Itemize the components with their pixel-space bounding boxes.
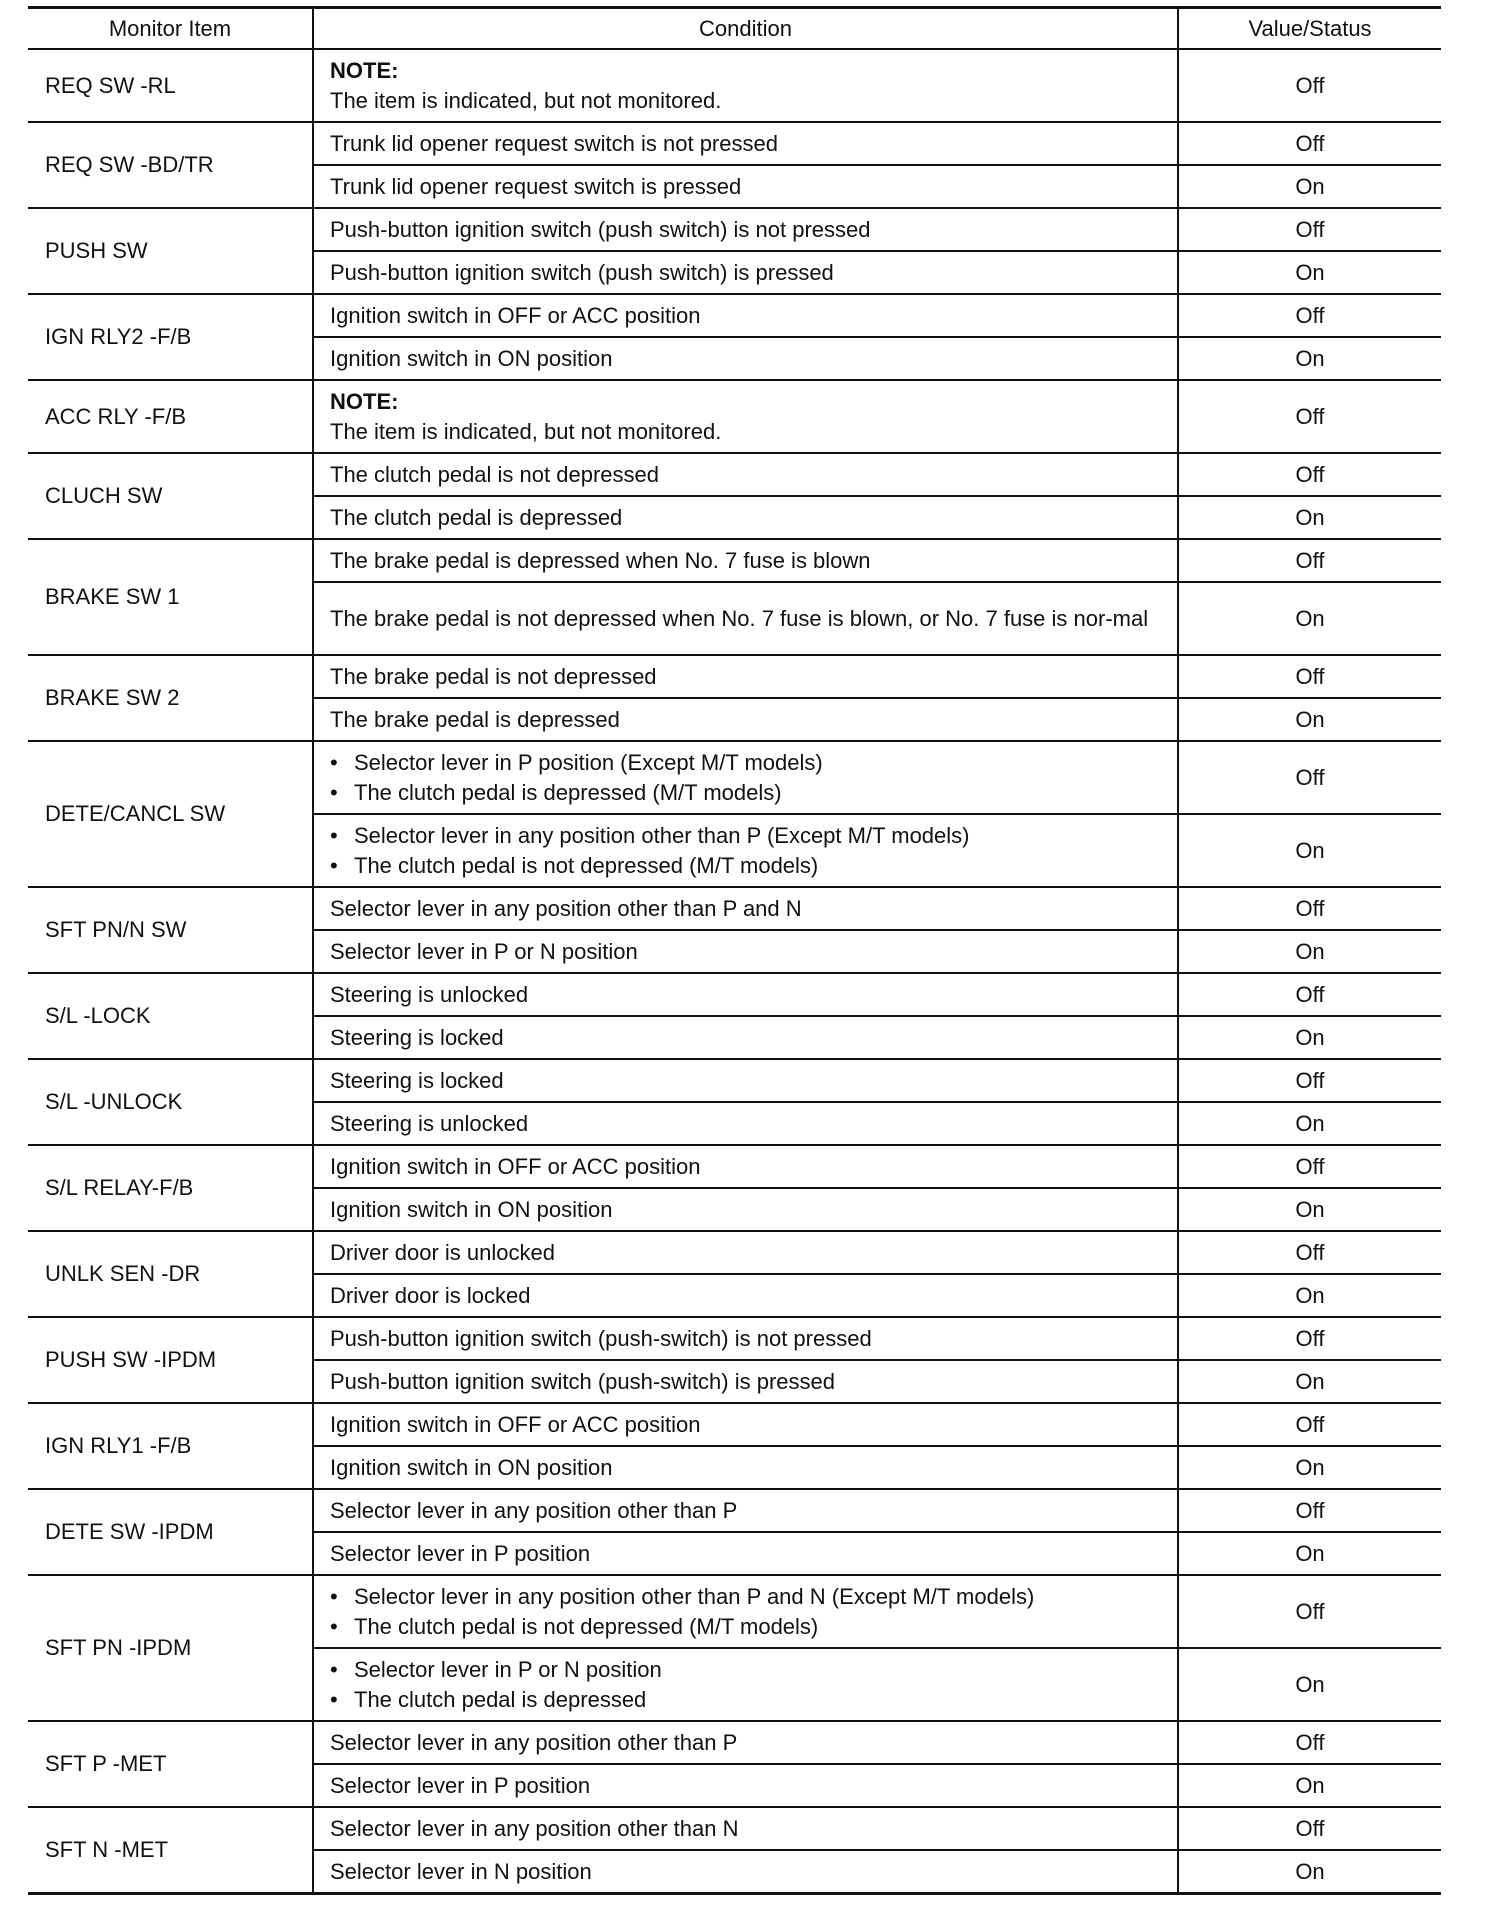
table-row	[28, 1489, 1441, 1532]
value-status-cell: Off	[1178, 539, 1441, 582]
value-status-cell: Off	[1178, 453, 1441, 496]
condition-cell: Ignition switch in OFF or ACC position	[313, 1403, 1178, 1446]
condition-cell: Steering is locked	[313, 1059, 1178, 1102]
value-status-cell: On	[1178, 337, 1441, 380]
table-row	[28, 453, 1441, 496]
condition-cell	[313, 380, 1178, 453]
monitor-item-cell: REQ SW -RL	[45, 72, 176, 98]
value-status-cell: On	[1178, 698, 1441, 741]
monitor-item-cell: SFT N -MET	[28, 1807, 313, 1894]
note-text: The item is indicated, but not monitored.	[330, 418, 722, 444]
monitor-item-cell: REQ SW -BD/TR	[28, 122, 313, 208]
value-status-cell: Off	[1178, 1059, 1441, 1102]
monitor-item-cell: S/L RELAY-F/B	[28, 1145, 313, 1231]
condition-bullet-item: • The clutch pedal is depressed (M/T models)	[330, 778, 1169, 808]
condition-cell: Push-button ignition switch (push-switch) is not pressed	[313, 1317, 1178, 1360]
monitor-item-cell: IGN RLY2 -F/B	[28, 294, 313, 380]
value-status-cell: On	[1178, 1532, 1441, 1575]
value-status-cell: On	[1178, 1188, 1441, 1231]
condition-bullet-list	[330, 1582, 1169, 1642]
condition-bullet-list	[330, 748, 1169, 808]
value-status-cell: On	[1178, 496, 1441, 539]
value-status-cell: On	[1178, 1764, 1441, 1807]
header-condition: Condition	[313, 8, 1178, 50]
monitor-item-cell: SFT PN/N SW	[28, 887, 313, 973]
monitor-item-cell: UNLK SEN -DR	[28, 1231, 313, 1317]
value-status-cell: Off	[1178, 208, 1441, 251]
condition-bullet-list	[330, 1655, 1169, 1715]
condition-bullet-item: • The clutch pedal is depressed	[330, 1685, 1169, 1715]
value-status-cell: Off	[1178, 655, 1441, 698]
condition-cell: The clutch pedal is depressed	[313, 496, 1178, 539]
value-status-cell: Off	[1178, 887, 1441, 930]
table-row	[28, 1317, 1441, 1360]
condition-cell: Push-button ignition switch (push switch) is pressed	[313, 251, 1178, 294]
condition-cell: Steering is unlocked	[313, 1102, 1178, 1145]
table-row	[28, 1403, 1441, 1446]
condition-cell: Driver door is locked	[313, 1274, 1178, 1317]
value-status-cell: On	[1178, 1850, 1441, 1894]
note-heading: NOTE:	[330, 57, 399, 83]
condition-cell: Selector lever in N position	[313, 1850, 1178, 1894]
value-status-cell: On	[1178, 1102, 1441, 1145]
condition-bullet-item: • Selector lever in P position (Except M/T models)	[330, 748, 1169, 778]
condition-cell: Steering is unlocked	[313, 973, 1178, 1016]
table-row	[28, 1231, 1441, 1274]
condition-bullet-item: • Selector lever in any position other than P and N (Except M/T models)	[330, 1582, 1169, 1612]
condition-cell: Driver door is unlocked	[313, 1231, 1178, 1274]
condition-cell: Ignition switch in ON position	[313, 337, 1178, 380]
condition-cell: The brake pedal is depressed	[313, 698, 1178, 741]
condition-cell: Push-button ignition switch (push switch) is not pressed	[313, 208, 1178, 251]
value-status-cell: On	[1178, 930, 1441, 973]
value-status-cell: Off	[1178, 1489, 1441, 1532]
value-status-cell: Off	[1178, 380, 1441, 453]
condition-cell: The clutch pedal is not depressed	[313, 453, 1178, 496]
condition-cell: Trunk lid opener request switch is not pressed	[313, 122, 1178, 165]
value-status-cell: Off	[1178, 1721, 1441, 1764]
note-heading: NOTE:	[330, 388, 399, 414]
monitor-item-cell: DETE/CANCL SW	[28, 741, 313, 887]
condition-cell: Ignition switch in ON position	[313, 1188, 1178, 1231]
table-row	[28, 887, 1441, 930]
condition-cell: Selector lever in P position	[313, 1532, 1178, 1575]
value-status-cell: Off	[1178, 294, 1441, 337]
table-row	[28, 294, 1441, 337]
condition-cell: Selector lever in any position other than P	[313, 1489, 1178, 1532]
table-row	[28, 208, 1441, 251]
monitor-item-cell: S/L -LOCK	[28, 973, 313, 1059]
value-status-cell: Off	[1178, 973, 1441, 1016]
table-row	[28, 1807, 1441, 1850]
condition-cell: The brake pedal is not depressed	[313, 655, 1178, 698]
condition-cell: Selector lever in any position other than P	[313, 1721, 1178, 1764]
condition-cell: The brake pedal is depressed when No. 7 fuse is blown	[313, 539, 1178, 582]
monitor-item-cell: S/L -UNLOCK	[28, 1059, 313, 1145]
condition-cell: Selector lever in P or N position	[313, 930, 1178, 973]
value-status-cell: Off	[1178, 1403, 1441, 1446]
condition-cell	[313, 814, 1178, 887]
header-value-status: Value/Status	[1178, 8, 1441, 50]
table-row	[28, 1575, 1441, 1648]
value-status-cell: Off	[1178, 1317, 1441, 1360]
table-row	[28, 655, 1441, 698]
table-body	[28, 49, 1441, 1894]
value-status-cell: On	[1178, 1446, 1441, 1489]
monitor-item-cell: IGN RLY1 -F/B	[28, 1403, 313, 1489]
table-row	[28, 49, 1441, 122]
header-row	[28, 8, 1441, 50]
condition-bullet-item: • The clutch pedal is not depressed (M/T models)	[330, 851, 1169, 881]
monitor-item-cell: DETE SW -IPDM	[28, 1489, 313, 1575]
value-status-cell: On	[1178, 1274, 1441, 1317]
value-status-cell: On	[1178, 1016, 1441, 1059]
table-row	[28, 1059, 1441, 1102]
table-row	[28, 122, 1441, 165]
value-status-cell: Off	[1178, 1231, 1441, 1274]
value-status-cell: On	[1178, 251, 1441, 294]
monitor-item-table	[28, 6, 1441, 1895]
table-row	[28, 1721, 1441, 1764]
table-row	[28, 380, 1441, 453]
condition-cell: Ignition switch in OFF or ACC position	[313, 294, 1178, 337]
condition-cell: Trunk lid opener request switch is pressed	[313, 165, 1178, 208]
table-row	[28, 741, 1441, 814]
condition-cell: Ignition switch in ON position	[313, 1446, 1178, 1489]
condition-bullet-item: • The clutch pedal is not depressed (M/T models)	[330, 1612, 1169, 1642]
value-status-cell: On	[1178, 165, 1441, 208]
condition-cell	[313, 1575, 1178, 1648]
value-status-cell: On	[1178, 582, 1441, 655]
condition-cell: Steering is locked	[313, 1016, 1178, 1059]
condition-cell: Selector lever in any position other than P and N	[313, 887, 1178, 930]
table-row	[28, 1145, 1441, 1188]
value-status-cell: On	[1178, 1648, 1441, 1721]
monitor-item-cell: CLUCH SW	[28, 453, 313, 539]
monitor-item-cell: SFT PN -IPDM	[28, 1575, 313, 1721]
value-status-cell: Off	[1178, 1575, 1441, 1648]
condition-cell: Push-button ignition switch (push-switch) is pressed	[313, 1360, 1178, 1403]
header-monitor-item: Monitor Item	[28, 8, 313, 50]
condition-cell	[313, 1648, 1178, 1721]
monitor-item-cell: BRAKE SW 1	[28, 539, 313, 655]
monitor-item-cell: SFT P -MET	[28, 1721, 313, 1807]
condition-cell: Selector lever in any position other than N	[313, 1807, 1178, 1850]
monitor-item-cell: BRAKE SW 2	[28, 655, 313, 741]
table-row	[28, 539, 1441, 582]
value-status-cell: On	[1178, 1360, 1441, 1403]
value-status-cell: Off	[1178, 1807, 1441, 1850]
condition-cell: The brake pedal is not depressed when No. 7 fuse is blown, or No. 7 fuse is nor-mal	[313, 582, 1178, 655]
monitor-item-cell: PUSH SW -IPDM	[28, 1317, 313, 1403]
condition-cell: Selector lever in P position	[313, 1764, 1178, 1807]
monitor-item-cell: PUSH SW	[28, 208, 313, 294]
condition-bullet-list	[330, 821, 1169, 881]
condition-cell	[313, 741, 1178, 814]
condition-bullet-item: • Selector lever in any position other than P (Except M/T models)	[330, 821, 1169, 851]
value-status-cell: Off	[1178, 49, 1441, 122]
condition-cell	[313, 49, 1178, 122]
value-status-cell: Off	[1178, 122, 1441, 165]
condition-bullet-item: • Selector lever in P or N position	[330, 1655, 1169, 1685]
condition-cell: Ignition switch in OFF or ACC position	[313, 1145, 1178, 1188]
value-status-cell: On	[1178, 814, 1441, 887]
value-status-cell: Off	[1178, 1145, 1441, 1188]
table-row	[28, 973, 1441, 1016]
monitor-item-cell: ACC RLY -F/B	[28, 380, 313, 453]
note-text: The item is indicated, but not monitored.	[330, 87, 722, 113]
value-status-cell: Off	[1178, 741, 1441, 814]
table-header	[28, 8, 1441, 50]
